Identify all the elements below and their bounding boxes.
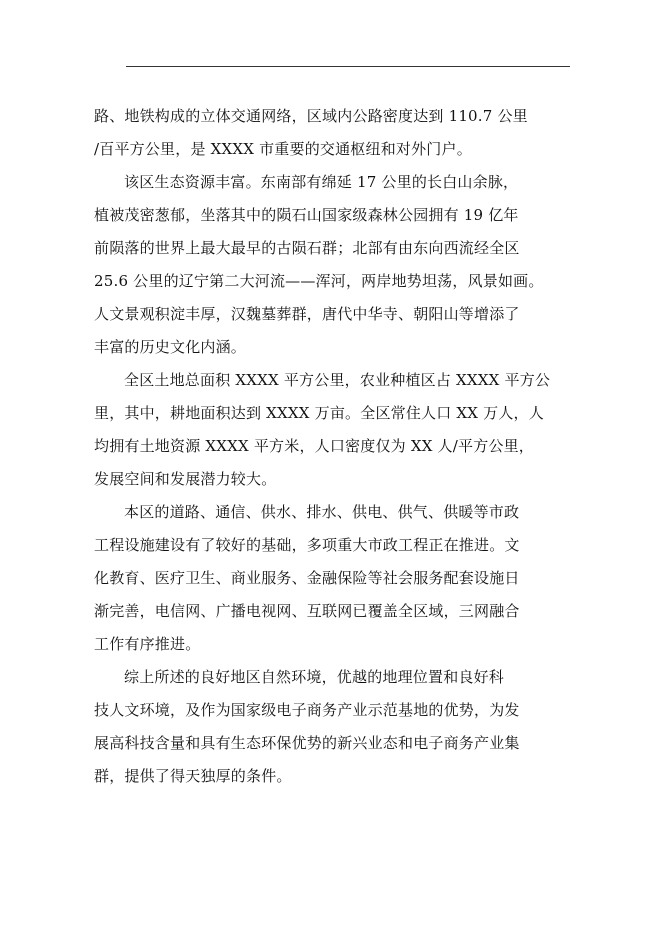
text-line: 本区的道路、通信、供水、排水、供电、供气、供暖等市政 [124, 503, 520, 521]
text-line: 均拥有土地资源 XXXX 平方米，人口密度仅为 XX 人/平方公里， [94, 437, 535, 455]
text-line: 发展空间和发展潜力较大。 [94, 470, 277, 488]
text-line: 工程设施建设有了较好的基础，多项重大市政工程正在推进。文 [94, 536, 520, 554]
document-body [94, 100, 578, 793]
text-line: 植被茂密葱郁，坐落其中的陨石山国家级森林公园拥有 19 亿年 [94, 206, 519, 224]
text-line: 综上所述的良好地区自然环境，优越的地理位置和良好科 [124, 668, 505, 686]
text-line: 路、地铁构成的立体交通网络，区域内公路密度达到 110.7 公里 [94, 107, 528, 125]
text-line: 群，提供了得天独厚的条件。 [94, 767, 292, 785]
text-line: 人文景观积淀丰厚，汉魏墓葬群，唐代中华寺、朝阳山等增添了 [94, 305, 520, 323]
text-line: 25.6 公里的辽宁第二大河流——浑河，两岸地势坦荡，风景如画。 [94, 272, 544, 290]
text-line: 渐完善，电信网、广播电视网、互联网已覆盖全区域，三网融合 [94, 602, 520, 620]
header-rule [126, 66, 570, 67]
text-line: 化教育、医疗卫生、商业服务、金融保险等社会服务配套设施日 [94, 569, 520, 587]
text-line: 技人文环境，及作为国家级电子商务产业示范基地的优势，为发 [94, 701, 520, 719]
text-line: 展高科技含量和具有生态环保优势的新兴业态和电子商务产业集 [94, 734, 520, 752]
text-line: 里，其中，耕地面积达到 XXXX 万亩。全区常住人口 XX 万人，人 [94, 404, 544, 422]
text-line: /百平方公里，是 XXXX 市重要的交通枢纽和对外门户。 [94, 140, 472, 158]
text-line: 前陨落的世界上最大最早的古陨石群；北部有由东向西流经全区 [94, 239, 520, 257]
text-line: 工作有序推进。 [94, 635, 201, 653]
text-line: 全区土地总面积 XXXX 平方公里，农业种植区占 XXXX 平方公 [124, 371, 551, 389]
text-line: 丰富的历史文化内涵。 [94, 338, 247, 356]
text-line: 该区生态资源丰富。东南部有绵延 17 公里的长白山余脉， [124, 173, 519, 191]
